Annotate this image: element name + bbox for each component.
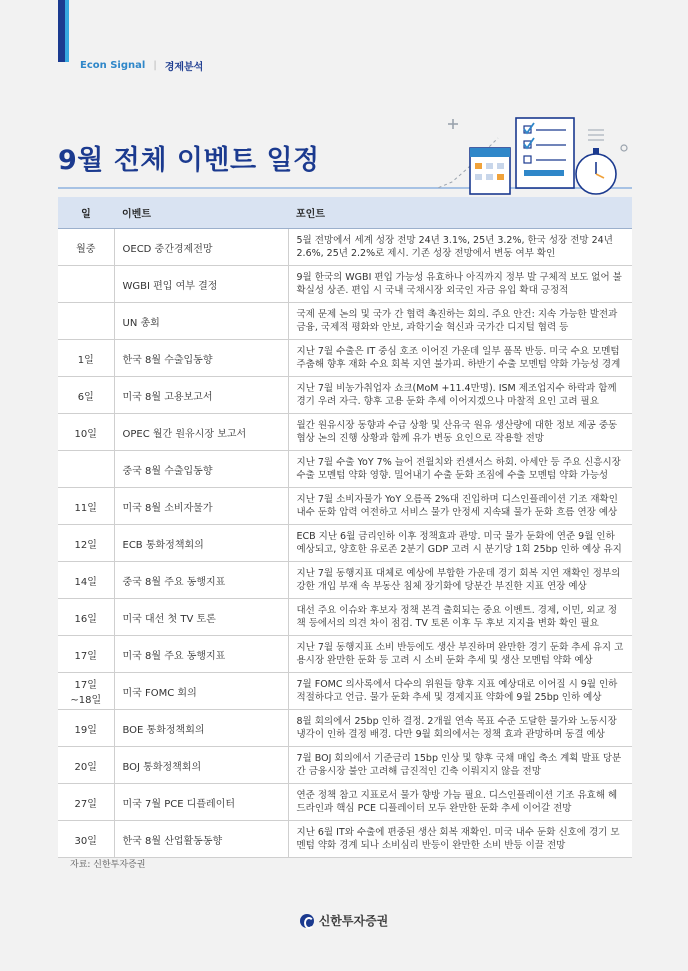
event-cell: 미국 7월 PCE 디플레이터	[114, 784, 288, 821]
day-cell: 20일	[58, 747, 114, 784]
day-cell: 19일	[58, 710, 114, 747]
event-cell: 미국 8월 고용보고서	[114, 377, 288, 414]
section-name: 경제분석	[164, 62, 204, 73]
header-separator: |	[153, 60, 157, 71]
table-row	[58, 673, 632, 710]
table-row	[58, 562, 632, 599]
point-cell: 지난 6월 IT와 수출에 편중된 생산 회복 재확인. 미국 내수 둔화 신호에 경기 모멘텀 약화 경계 되나 소비심리 반등이 완만한 소비 반등 이끌 전망	[288, 821, 632, 858]
event-cell: OECD 중간경제전망	[114, 229, 288, 266]
column-header-point: 포인트	[288, 197, 632, 229]
calendar-checklist-illustration	[438, 108, 638, 198]
menu-lines-icon	[588, 130, 604, 140]
point-cell: 국제 문제 논의 및 국가 간 협력 촉진하는 회의. 주요 안건: 지속 가능한 발전과 금융, 국제적 평화와 안보, 과학기술 혁신과 국가간 디지털 협력 등	[288, 303, 632, 340]
brand-name: Econ Signal	[80, 60, 146, 71]
event-cell: OPEC 월간 원유시장 보고서	[114, 414, 288, 451]
event-cell: BOE 통화정책회의	[114, 710, 288, 747]
point-cell: 지난 7월 소비자물가 YoY 오름폭 2%대 진입하며 디스인플레이션 기조 재확인 내수 둔화 압력 여전하고 서비스 물가 안정세 지속돼 물가 둔화 흐름 연장 예상	[288, 488, 632, 525]
day-cell: 30일	[58, 821, 114, 858]
point-cell: 7월 FOMC 의사록에서 다수의 위원들 향후 지표 예상대로 이어질 시 9월 인하 적절하다고 언급. 물가 둔화 추세 및 경제지표 약화에 9월 25bp 인하 예상	[288, 673, 632, 710]
day-cell: 16일	[58, 599, 114, 636]
source-note: 자료: 신한투자증권	[70, 860, 146, 870]
calendar-icon	[470, 148, 510, 194]
column-header-day: 일	[58, 197, 114, 229]
event-cell: 한국 8월 수출입동향	[114, 340, 288, 377]
day-cell: 14일	[58, 562, 114, 599]
stopwatch-icon	[576, 148, 616, 194]
table-row	[58, 784, 632, 821]
day-cell: 6일	[58, 377, 114, 414]
event-cell: ECB 통화정책회의	[114, 525, 288, 562]
event-cell: 중국 8월 수출입동향	[114, 451, 288, 488]
shinhan-logo-icon	[300, 914, 314, 928]
checklist-icon	[516, 118, 574, 188]
event-cell: UN 총회	[114, 303, 288, 340]
table-row	[58, 451, 632, 488]
table-row	[58, 414, 632, 451]
table-row	[58, 636, 632, 673]
table-row	[58, 747, 632, 784]
table-row	[58, 488, 632, 525]
event-cell: 중국 8월 주요 동행지표	[114, 562, 288, 599]
table-row	[58, 266, 632, 303]
point-cell: 8월 회의에서 25bp 인하 결정. 2개월 연속 목표 수준 도달한 물가와 노동시장 냉각이 인하 결정 배경. 다만 9월 회의에서는 정책 효과 관망하며 동결 예상	[288, 710, 632, 747]
table-row	[58, 229, 632, 266]
circle-dot-icon	[621, 145, 627, 151]
point-cell: 5월 전망에서 세계 성장 전망 24년 3.1%, 25년 3.2%, 한국 성장 전망 24년 2.6%, 25년 2.2%로 제시. 기존 성장 전망에서 변동 여부 확인	[288, 229, 632, 266]
day-cell: 10일	[58, 414, 114, 451]
page-title: 9월 전체 이벤트 일정	[58, 145, 320, 176]
footer-logo-text: 신한투자증권	[318, 914, 389, 928]
table-row	[58, 525, 632, 562]
event-cell: 미국 8월 주요 동행지표	[114, 636, 288, 673]
event-cell: WGBI 편입 여부 결정	[114, 266, 288, 303]
table-row	[58, 340, 632, 377]
event-schedule-table	[58, 197, 632, 858]
day-cell	[58, 303, 114, 340]
point-cell: 월간 원유시장 동향과 수급 상황 및 산유국 원유 생산량에 대한 정보 제공 중동 협상 논의 진행 상황과 함께 유가 변동 요인으로 작용할 전망	[288, 414, 632, 451]
event-cell: 한국 8월 산업활동동향	[114, 821, 288, 858]
point-cell: 연준 정책 참고 지표로서 물가 향방 가늠 필요. 디스인플레이션 기조 유효해 헤드라인과 핵심 PCE 디플레이터 모두 완만한 둔화 추세 이어갈 전망	[288, 784, 632, 821]
point-cell: ECB 지난 6월 금리인하 이후 정책효과 관망. 미국 물가 둔화에 연준 9월 인하 예상되고, 양호한 유로존 2분기 GDP 고려 시 분기당 1회 25bp 인하 예상 유지	[288, 525, 632, 562]
day-cell: 27일	[58, 784, 114, 821]
report-header	[80, 58, 203, 73]
event-cell: BOJ 통화정책회의	[114, 747, 288, 784]
accent-bar-light	[65, 0, 69, 62]
day-cell: 11일	[58, 488, 114, 525]
day-cell: 월중	[58, 229, 114, 266]
table-row	[58, 599, 632, 636]
table-header-row	[58, 197, 632, 229]
day-cell: 1일	[58, 340, 114, 377]
point-cell: 지난 7월 수출 YoY 7% 늘어 전월치와 컨센서스 하회. 아세안 등 주요 신흥시장 수출 모멘텀 약화 영향. 밀어내기 수출 둔화 조짐에 수출 모멘텀 약화 가능성	[288, 451, 632, 488]
table-body	[58, 229, 632, 858]
accent-bar	[58, 0, 65, 62]
footer-logo	[0, 912, 688, 929]
table-row	[58, 377, 632, 414]
point-cell: 대선 주요 이슈와 후보자 정책 본격 출회되는 중요 이벤트. 경제, 이민, 외교 정책 등에서의 의견 차이 점검. TV 토론 이후 두 후보 지지율 변화 확인 필요	[288, 599, 632, 636]
point-cell: 지난 7월 비농가취업자 쇼크(MoM +11.4만명). ISM 제조업지수 하락과 함께 경기 우려 자극. 향후 고용 둔화 추세 이어지겠으나 마찰적 요인 고려 필요	[288, 377, 632, 414]
event-cell: 미국 FOMC 회의	[114, 673, 288, 710]
day-cell: 17일 ~18일	[58, 673, 114, 710]
event-cell: 미국 8월 소비자물가	[114, 488, 288, 525]
table-row	[58, 710, 632, 747]
plus-icon	[448, 119, 458, 129]
column-header-event: 이벤트	[114, 197, 288, 229]
table-row	[58, 821, 632, 858]
point-cell: 지난 7월 동행지표 소비 반등에도 생산 부진하며 완만한 경기 둔화 추세 유지 고용시장 완만한 둔화 등 고려 시 소비 둔화 추세 및 생산 모멘텀 약화 예상	[288, 636, 632, 673]
point-cell: 지난 7월 동행지표 대체로 예상에 부합한 가운데 경기 회복 지연 재확인 정부의 강한 개입 부재 속 부동산 침체 장기화에 당분간 부진한 지표 연장 예상	[288, 562, 632, 599]
point-cell: 9월 한국의 WGBI 편입 가능성 유효하나 아직까지 정부 발 구체적 보도 없어 불확실성 상존. 편입 시 국내 국채시장 외국인 자금 유입 확대 긍정적	[288, 266, 632, 303]
day-cell: 17일	[58, 636, 114, 673]
day-cell	[58, 451, 114, 488]
event-cell: 미국 대선 첫 TV 토론	[114, 599, 288, 636]
day-cell	[58, 266, 114, 303]
point-cell: 지난 7월 수출은 IT 중심 호조 이어진 가운데 일부 품목 반등. 미국 수요 모멘텀 주춤해 향후 재화 수요 회복 지연 불가피. 하반기 수출 모멘텀 약화 가능성 경계	[288, 340, 632, 377]
schedule-table	[58, 197, 632, 858]
table-row	[58, 303, 632, 340]
day-cell: 12일	[58, 525, 114, 562]
point-cell: 7월 BOJ 회의에서 기준금리 15bp 인상 및 향후 국채 매입 축소 계획 발표 당분간 금융시장 불안 고려해 급진적인 긴축 이뤄지지 않을 전망	[288, 747, 632, 784]
